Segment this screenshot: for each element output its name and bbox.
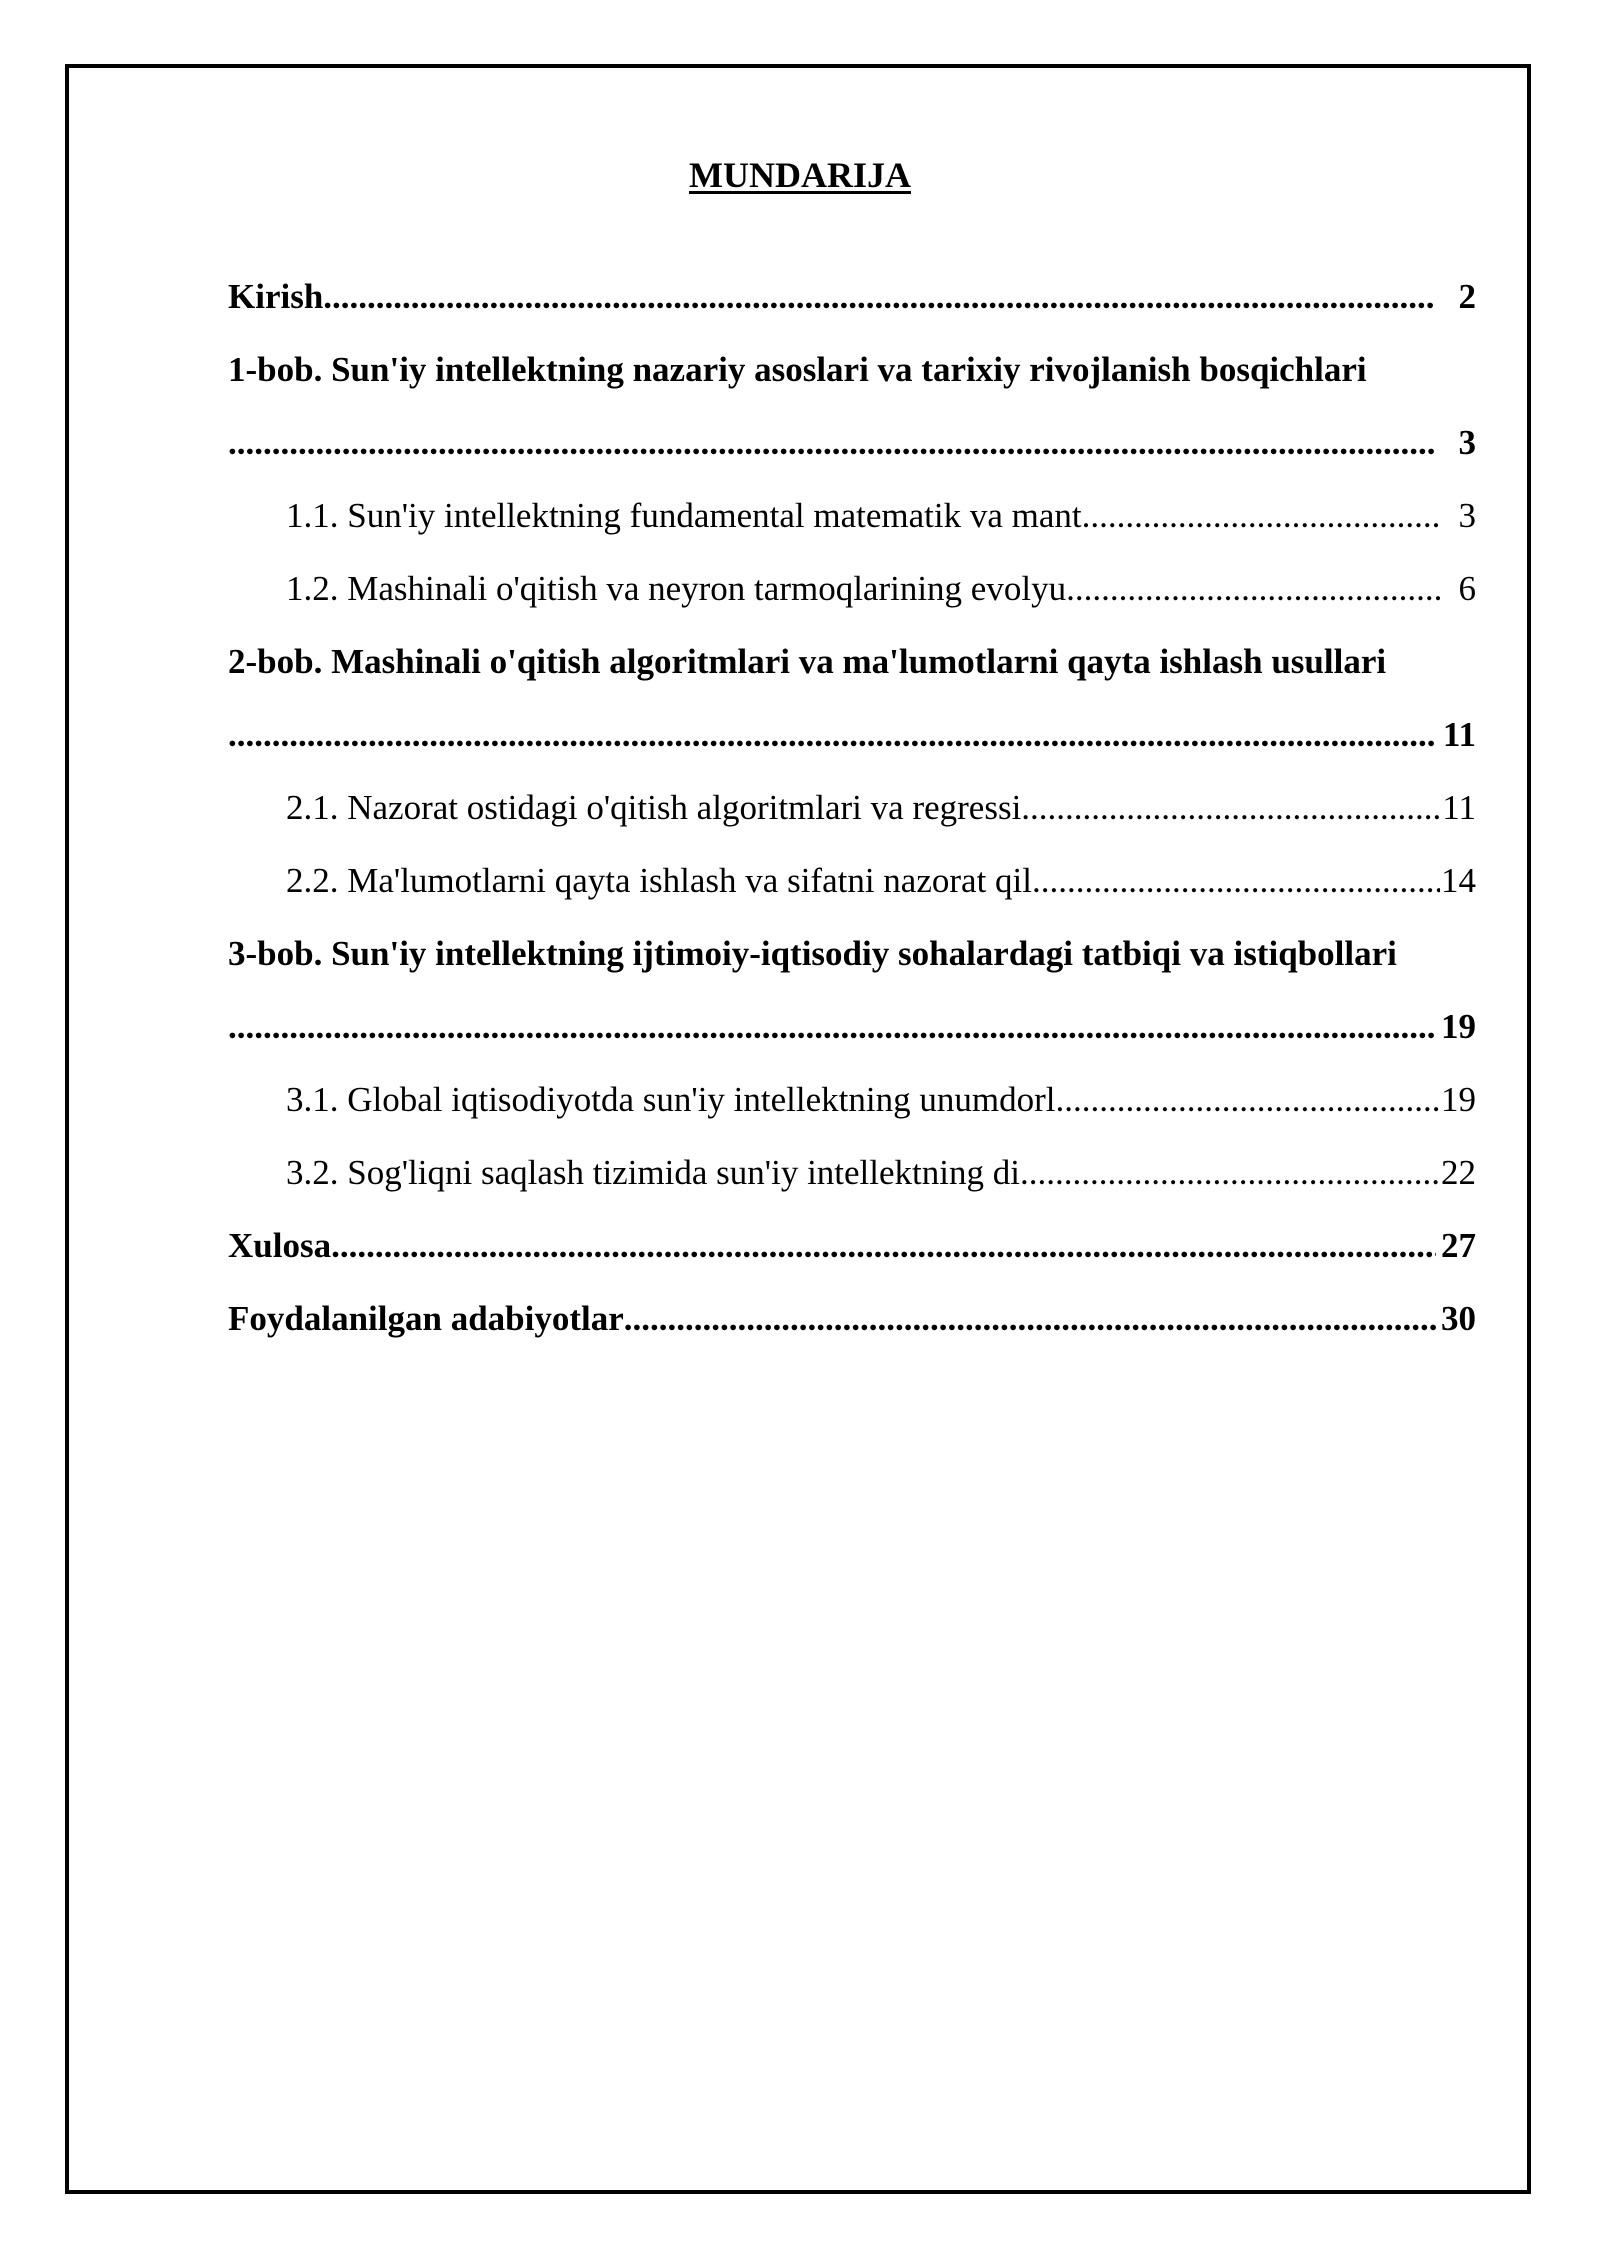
dot-leader (323, 260, 1436, 333)
dot-leader (1032, 844, 1440, 917)
dot-leader (1082, 479, 1440, 552)
dot-leader (624, 1282, 1436, 1355)
dot-leader (228, 990, 1436, 1063)
toc-entry-conclusion[interactable] (228, 1209, 1476, 1282)
toc-entry-section-3-1[interactable] (228, 1063, 1476, 1136)
toc-entry-label: Xulosa (228, 1226, 332, 1265)
toc-page-number: 11 (1442, 715, 1476, 754)
dot-leader (1021, 771, 1440, 844)
toc-entry-chapter-3[interactable] (228, 917, 1476, 1063)
toc-entry-introduction[interactable] (228, 260, 1476, 333)
toc-entry-label: 1.2. Mashinali o'qitish va neyron tarmoqlarining evolyu (286, 569, 1067, 608)
toc-page-number: 19 (1441, 1080, 1476, 1119)
toc-title: MUNDARIJA (689, 155, 911, 195)
dot-leader (228, 406, 1436, 479)
toc-entry-section-2-2[interactable] (228, 844, 1476, 917)
toc-page-number: 22 (1441, 1153, 1476, 1192)
toc-entry-label: 2.2. Ma'lumotlarni qayta ishlash va sifatni nazorat qil (286, 861, 1032, 900)
toc-entry-label: 3.1. Global iqtisodiyotda sun'iy intellektning unumdorl (286, 1080, 1056, 1119)
toc-page-number: 19 (1441, 1007, 1476, 1046)
dot-leader (1020, 1136, 1440, 1209)
dot-leader (1055, 1063, 1440, 1136)
toc-page-number: 2 (1458, 277, 1476, 316)
dot-leader (1066, 552, 1440, 625)
toc-entry-label: 1.1. Sun'iy intellektning fundamental matematik va mant (286, 496, 1082, 535)
toc-entry-chapter-1[interactable] (228, 333, 1476, 479)
toc-page-number: 11 (1442, 788, 1476, 827)
dot-leader (228, 698, 1436, 771)
toc-entry-section-1-1[interactable] (228, 479, 1476, 552)
dot-leader (331, 1209, 1436, 1282)
toc-page-number: 30 (1441, 1299, 1476, 1338)
toc-page-number: 3 (1458, 423, 1476, 462)
toc-entry-label: Kirish (228, 277, 324, 316)
toc-page-number: 14 (1441, 861, 1476, 900)
toc-entry-section-1-2[interactable] (228, 552, 1476, 625)
toc-entry-label: 3-bob. Sun'iy intellektning ijtimoiy-iqtisodiy sohalardagi tatbiqi va istiqbollari (228, 934, 1397, 973)
toc-entry-references[interactable] (228, 1282, 1476, 1355)
toc-page-number: 6 (1458, 569, 1476, 608)
toc-entry-label: 3.2. Sog'liqni saqlash tizimida sun'iy intellektning di (286, 1153, 1020, 1192)
toc-entry-label: 2-bob. Mashinali o'qitish algoritmlari va ma'lumotlarni qayta ishlash usullari (228, 642, 1387, 681)
toc-page-number: 3 (1458, 496, 1476, 535)
toc-entry-section-2-1[interactable] (228, 771, 1476, 844)
toc-entry-label: 1-bob. Sun'iy intellektning nazariy asoslari va tarixiy rivojlanish bosqichlari (228, 350, 1367, 389)
toc-entry-label: Foydalanilgan adabiyotlar (228, 1299, 624, 1338)
toc-entry-label: 2.1. Nazorat ostidagi o'qitish algoritmlari va regressi (286, 788, 1022, 827)
toc-page-number: 27 (1441, 1226, 1476, 1265)
table-of-contents (228, 260, 1476, 1355)
toc-entry-chapter-2[interactable] (228, 625, 1476, 771)
toc-entry-section-3-2[interactable] (228, 1136, 1476, 1209)
